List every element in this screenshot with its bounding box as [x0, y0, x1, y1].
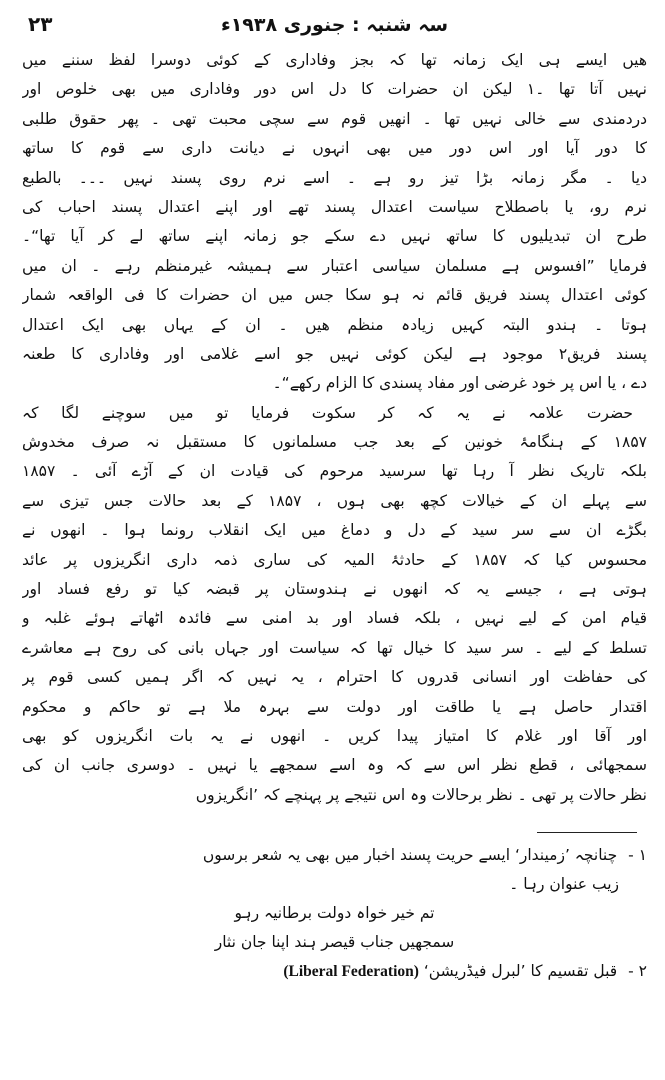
footnote-1-number: ۱ - — [628, 846, 647, 865]
body-line: سے پہلے ان کے خیالات کچھ بھی ہوں ، ۱۸۵۷ کے بعد حالات جس تیزی سے — [22, 491, 647, 510]
footnote-divider — [537, 832, 637, 833]
body-line: دیا ۔ مگر زمانہ بڑا تیز رو ہے ۔ اسے نرم روی پسند نہیں ۔۔۔ بالطبع — [22, 168, 647, 187]
footnote-1 — [22, 841, 647, 870]
footnote-2-number: ۲ - — [628, 962, 647, 981]
body-line: تسلط کے لیے ۔ سر سید کا خیال تھا کہ سیاست اور جہاں بانی کی روح ہے معاشرے — [22, 638, 647, 657]
body-line: نرم رو، یا باصطلاح سیاست اعتدال پسند تھے اور اپنے اعتدال پسند احباب کی — [22, 197, 647, 216]
page-number: ۲۳ — [28, 12, 53, 36]
footnotes — [22, 841, 647, 986]
page-title: سہ شنبہ : جنوری ۱۹۳۸ء — [220, 14, 449, 36]
body-line: فرمایا ”افسوس ہے مسلمان سیاسی اعتبار سے ہمیشہ غیرمنظم رہے ۔ ان میں — [22, 256, 647, 275]
body-line: اقتدار حاصل ہے یا طاقت اور دولت سے بہرہ ملا ہے تو حاکم و محکوم — [22, 697, 647, 716]
footnote-verse-line-2: سمجھیں جناب قیصر ہند اپنا جان نثار — [214, 933, 455, 952]
body-line: کی حفاظت اور انسانی قدروں کا احترام ، یہ نہیں کہ اگر ہمیں کسی قوم پر — [22, 668, 647, 687]
page-header — [22, 10, 647, 40]
body-line: نہیں آتا تھا ۔۱ لیکن ان حضرات کا دل اس دور وفاداری میں بھی خلوص اور — [22, 80, 647, 99]
body-line: محسوس کیا کہ ۱۸۵۷ کے حادثۂ المیہ کی ساری ذمہ داری انگریزوں پر عائد — [22, 550, 647, 569]
body-line: نظر حالات پر تھی ۔ نظر برحالات وہ اس نتیجے پر پہنچے کہ ’انگریزوں — [195, 785, 647, 804]
body-line: اور آقا اور غلام کا امتیاز پیدا کریں ۔ انھوں نے یہ بات انگریزوں کو بھی — [22, 726, 647, 745]
body-line: بگڑے ان سے سر سید کے دل و دماغ میں ایک انقلاب رونما ہوا ۔ انھوں نے — [22, 521, 647, 540]
footnote-1-text: چنانچہ ’زمیندار‘ ایسے حریت پسند اخبار میں بھی یہ شعر برسوں — [202, 846, 618, 865]
body-line: پسند فریق۲ موجود ہے لیکن کوئی نہیں جو اسے غلامی اور وفاداری کا طعنہ — [22, 344, 647, 363]
footnote-2-text: قبل تقسیم کا ’لبرل فیڈریشن‘ — [423, 962, 618, 981]
body-line: کا دور آیا اور اس دور میں بھی انہوں نے دیانت داری سے قوم کا ساتھ — [22, 139, 647, 158]
footnote-verse-line-1: تم خیر خواہ دولت برطانیہ رہو — [234, 904, 435, 923]
body-line: قیام امن کے لیے نہیں ، بلکہ فساد اور بد امنی سے فائدہ اٹھاتے ہوئے غلبہ و — [22, 609, 647, 628]
body-text — [22, 46, 647, 810]
body-line: دردمندی سے خالی نہیں تھا ۔ انھیں قوم سے سچی محبت تھی ۔ پھر حقوق طلبی — [22, 109, 647, 128]
body-line: ہوتی ہے ، جیسے یہ کہ انھوں نے ہندوستان پر قبضہ کیا تو رفع فساد اور — [22, 580, 647, 599]
footnote-2-latin: (Liberal Federation) — [283, 963, 419, 981]
body-line: ۱۸۵۷ کے ہنگامۂ خونین کے بعد جب مسلمانوں کا مستقبل نہ صرف مخدوش — [22, 433, 647, 452]
body-line: دے ، یا اس پر خود غرضی اور مفاد پسندی کا الزام رکھے“۔ — [272, 374, 647, 393]
footnote-1-continuation: زیب عنوان رہا ۔ — [509, 875, 619, 894]
body-line: حضرت علامہ نے یہ کہ کر سکوت فرمایا تو میں سوچنے لگا کہ — [22, 403, 633, 422]
body-line: ھیں ایسے ہی ایک زمانہ تھا کہ بجز وفاداری کے کوئی دوسرا لفظ سننے میں — [22, 51, 647, 69]
body-line: طرح ان تبدیلیوں کا ساتھ نہیں دے سکے جو زمانہ اپنے ساتھ لے کر آیا تھا“۔ — [22, 227, 647, 246]
footnote-2 — [22, 957, 647, 986]
body-line: بلکہ تاریک نظر آ رہا تھا سرسید مرحوم کی قیادت ان کے آڑے آئی ۔ ۱۸۵۷ — [22, 462, 647, 481]
body-line: کوئی اعتدال پسند فریق قائم نہ ہو سکا جس میں ان حضرات کا فی الواقعہ شمار — [22, 286, 647, 305]
body-line: ہوتا ۔ ہندو البتہ کہیں زیادہ منظم ھیں ۔ ان کے یہاں بھی ایک اعتدال — [22, 315, 647, 334]
body-line: سمجھائی ، قطع نظر اس سے کہ وہ اسے سمجھے یا نہیں ۔ دوسری جانب ان کی — [22, 756, 647, 775]
